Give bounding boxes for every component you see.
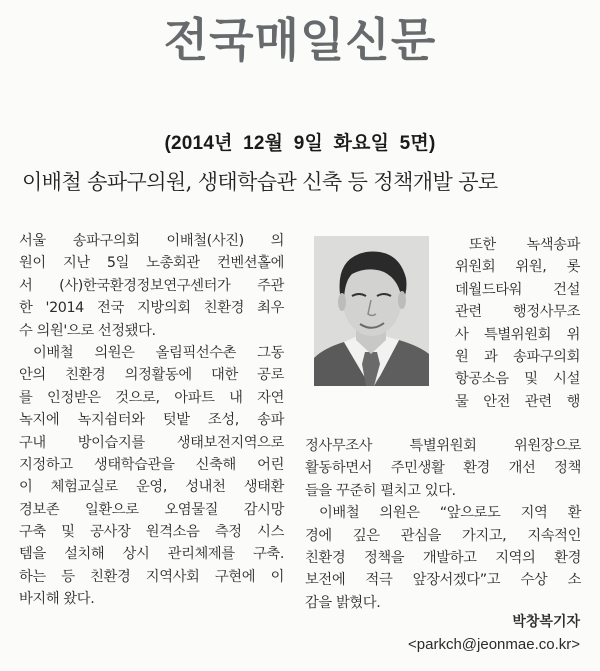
article-line: 사 특별위원회 위: [455, 326, 580, 343]
article-line: 이배철 의원은 “앞으로도 지역 환: [319, 505, 581, 522]
article-line: 보전에 적극 앞장서겠다”고 수상 소: [305, 572, 581, 589]
article-line: 위원회 위원, 롯: [455, 259, 580, 276]
article-line: 항공소음 및 시설: [455, 371, 580, 388]
reporter-byline: 박창복기자: [512, 614, 580, 630]
article-line: 친환경 정책을 개발하고 지역의 환경: [305, 549, 581, 566]
article-line: 서 (사)한국환경정보연구센터가 주관: [19, 277, 284, 294]
reporter-email: <parkch@jeonmae.co.kr>: [408, 636, 580, 653]
article-line: 한 '2014 전국 지방의회 친환경 최우: [19, 300, 284, 317]
article-line: 경보존 일환으로 오염물질 감시망: [19, 501, 284, 518]
article-line: 수 의원'으로 선정됐다.: [19, 322, 156, 339]
councilor-portrait-photo: [314, 236, 429, 386]
publication-dateline: (2014년 12월 9일 화요일 5면): [164, 133, 436, 154]
article-line: 원이 지난 5일 노총회관 컨벤션홀에: [19, 255, 284, 272]
article-line: 이배철 의원은 올림픽선수촌 그동: [33, 344, 284, 361]
article-line: 들을 꾸준히 펼치고 있다.: [305, 482, 456, 499]
newspaper-masthead: 전국매일신문: [163, 13, 437, 67]
article-line: 구내 방이습지를 생태보전지역으로: [19, 434, 284, 451]
article-line: 물 안전 관련 행: [455, 393, 580, 410]
article-line: 지정하고 생태학습관을 신축해 어린: [19, 456, 284, 473]
article-line: 템을 설치해 상시 관리체제를 구축.: [19, 546, 284, 563]
article-line: 구축 및 공사장 원격소음 측정 시스: [19, 524, 284, 541]
article-line: 데월드타워 건설: [455, 281, 580, 298]
article-line: 또한 녹색송파: [469, 237, 580, 253]
article-left-column: [19, 230, 284, 611]
article-line: 녹지에 녹지쉼터와 텃밭 조성, 송파: [19, 412, 284, 429]
article-line: 하는 등 친환경 지역사회 구현에 이: [19, 568, 284, 585]
article-line: 안의 친환경 의정활동에 대한 공로: [19, 367, 284, 384]
article-line: 활동하면서 주민생활 환경 개선 정책: [305, 460, 581, 477]
article-line: 바지해 왔다.: [19, 591, 95, 608]
article-line: 를 인정받은 것으로, 아파트 내 자연: [19, 389, 284, 406]
article-line: 원 과 송파구의회: [455, 348, 580, 365]
article-right-top-column: [455, 234, 580, 413]
portrait-image: [314, 236, 429, 386]
article-line: 서울 송파구의회 이배철(사진) 의: [19, 233, 284, 249]
article-line: 정사무조사 특별위원회 위원장으로: [305, 438, 581, 454]
article-line: 이 체험교실로 운영, 성내천 생태환: [19, 479, 284, 496]
article-headline: 이배철 송파구의원, 생태학습관 신축 등 정책개발 공로: [22, 170, 498, 194]
article-line: 관련 행정사무조: [455, 304, 580, 321]
article-line: 감을 밝혔다.: [305, 594, 381, 611]
article-right-bottom-column: [305, 435, 581, 614]
article-line: 경에 깊은 관심을 가지고, 지속적인: [305, 527, 581, 544]
